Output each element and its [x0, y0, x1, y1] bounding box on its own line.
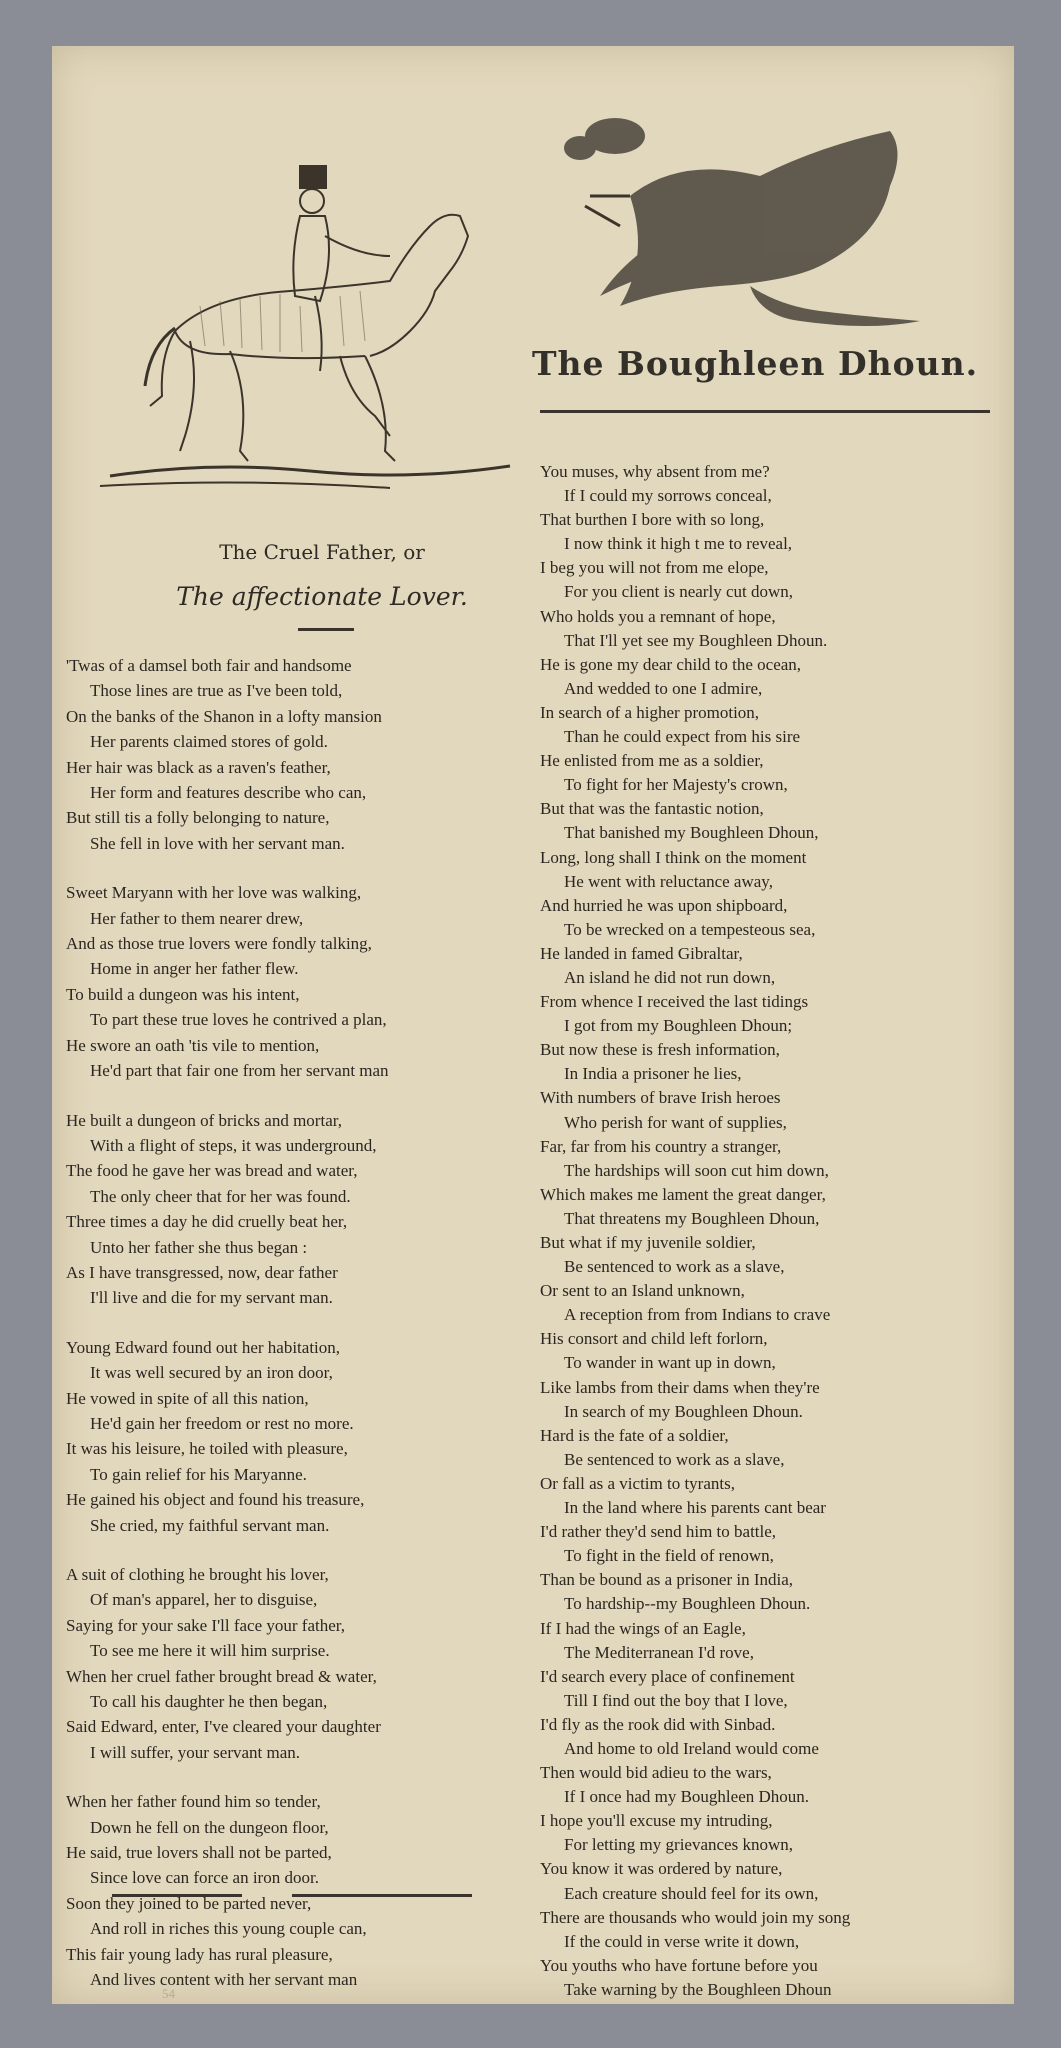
verse-line: Or fall as a victim to tyrants,: [540, 1473, 735, 1493]
verse-line: I will suffer, your servant man.: [90, 1742, 301, 1762]
verse-line: That I'll yet see my Boughleen Dhoun.: [564, 630, 828, 650]
left-ballad-title: The Cruel Father, or: [219, 540, 425, 564]
stanza: [66, 653, 536, 856]
verse-line: 'Twas of a damsel both fair and handsome: [66, 656, 352, 675]
verse-line: Young Edward found out her habitation,: [66, 1337, 341, 1357]
verse-line: He swore an oath 'tis vile to mention,: [66, 1035, 320, 1055]
verse-line: In search of a higher promotion,: [540, 702, 760, 722]
verse-line: You youths who have fortune before you: [540, 1955, 818, 1975]
verse-line: I now think it high t me to reveal,: [564, 534, 793, 554]
verse-line: To build a dungeon was his intent,: [66, 984, 300, 1004]
verse-line: If I could my sorrows conceal,: [564, 486, 772, 506]
verse-line: Her hair was black as a raven's feather,: [66, 757, 331, 777]
footer-rule-right: [292, 1894, 472, 1897]
verse-line: For you client is nearly cut down,: [564, 582, 793, 602]
verse-line: Her parents claimed stores of gold.: [90, 732, 328, 752]
verse-line: When her cruel father brought bread & water,: [66, 1666, 377, 1686]
verse-line: Hard is the fate of a soldier,: [540, 1425, 729, 1445]
verse-line: It was his leisure, he toiled with pleasure,: [66, 1439, 348, 1459]
verse-line: I'd fly as the rook did with Sinbad.: [540, 1714, 776, 1734]
verse-line: He went with reluctance away,: [564, 871, 773, 891]
verse-line: To be wrecked on a tempesteous sea,: [564, 919, 816, 939]
verse-line: An island he did not run down,: [564, 967, 776, 987]
verse-line: Each creature should feel for its own,: [564, 1883, 819, 1903]
verse-line: He gained his object and found his treasure,: [66, 1490, 365, 1510]
verse-line: To part these true loves he contrived a plan,: [90, 1010, 387, 1030]
verse-line: Those lines are true as I've been told,: [90, 681, 343, 701]
left-ballad-text: [66, 653, 536, 2017]
verse-line: A reception from from Indians to crave: [564, 1305, 831, 1325]
verse-line: Far, far from his country a stranger,: [540, 1136, 782, 1156]
page-mark: 54: [162, 1986, 175, 2001]
verse-line: To gain relief for his Maryanne.: [90, 1464, 307, 1484]
verse-line: You muses, why absent from me?: [540, 462, 770, 481]
verse-line: Home in anger her father flew.: [90, 959, 299, 979]
verse-line: For letting my grievances known,: [564, 1835, 793, 1855]
verse-line: But what if my juvenile soldier,: [540, 1233, 756, 1252]
verse-line: Three times a day he did cruelly beat her,: [66, 1212, 348, 1232]
verse-line: I'd rather they'd send him to battle,: [540, 1522, 777, 1542]
verse-line: And as those true lovers were fondly talking,: [66, 934, 372, 954]
verse-line: He is gone my dear child to the ocean,: [540, 654, 802, 674]
verse-line: That burthen I bore with so long,: [540, 510, 765, 530]
verse-line: She cried, my faithful servant man.: [90, 1515, 330, 1535]
verse-line: On the banks of the Shanon in a lofty mansion: [66, 706, 382, 726]
verse-line: He landed in famed Gibraltar,: [540, 943, 743, 963]
verse-line: This fair young lady has rural pleasure,: [66, 1944, 333, 1964]
verse-line: He built a dungeon of bricks and mortar,: [66, 1110, 342, 1130]
verse-line: Down he fell on the dungeon floor,: [90, 1817, 329, 1837]
verse-line: But that was the fantastic notion,: [540, 799, 764, 819]
verse-line: Then would bid adieu to the wars,: [540, 1763, 772, 1783]
verse-line: Take warning by the Boughleen Dhoun: [564, 1979, 832, 1999]
verse-line: He'd part that fair one from her servant man: [90, 1061, 389, 1081]
verse-line: And wedded to one I admire,: [564, 678, 763, 698]
verse-line: Be sentenced to work as a slave,: [564, 1449, 785, 1469]
verse-line: Than he could expect from his sire: [564, 727, 801, 747]
horse-rider-woodcut: [90, 106, 520, 496]
verse-line: I'd search every place of confinement: [540, 1666, 795, 1686]
verse-line: The only cheer that for her was found.: [90, 1186, 351, 1206]
verse-line: If I had the wings of an Eagle,: [540, 1618, 746, 1638]
verse-line: Which makes me lament the great danger,: [540, 1184, 826, 1204]
verse-line: Her form and features describe who can,: [90, 783, 367, 803]
verse-line: In the land where his parents cant bear: [564, 1498, 826, 1518]
stanza: [66, 1789, 536, 1992]
verse-line: Since love can force an iron door.: [90, 1868, 319, 1888]
verse-line: In search of my Boughleen Dhoun.: [564, 1401, 803, 1421]
verse-line: Than be bound as a prisoner in India,: [540, 1570, 794, 1590]
verse-line: And hurried he was upon shipboard,: [540, 895, 788, 915]
verse-line: To fight in the field of renown,: [564, 1546, 774, 1566]
subtitle-rule: [298, 628, 354, 631]
right-ballad-title: The Boughleen Dhoun.: [532, 344, 979, 383]
verse-line: To call his daughter he then began,: [90, 1692, 328, 1712]
verse-line: She fell in love with her servant man.: [90, 833, 345, 853]
verse-line: A suit of clothing he brought his lover,: [66, 1565, 329, 1584]
broadside-sheet: [52, 46, 1014, 2004]
stanza: [66, 1335, 536, 1538]
verse-line: I hope you'll excuse my intruding,: [540, 1811, 773, 1831]
verse-line: To hardship--my Boughleen Dhoun.: [564, 1594, 811, 1614]
verse-line: Till I find out the boy that I love,: [564, 1690, 788, 1710]
verse-line: And home to old Ireland would come: [564, 1738, 819, 1758]
verse-line: It was well secured by an iron door,: [90, 1363, 333, 1383]
verse-line: Who perish for want of supplies,: [564, 1112, 787, 1132]
verse-line: I beg you will not from me elope,: [540, 558, 769, 578]
verse-line: Sweet Maryann with her love was walking,: [66, 883, 362, 903]
stanza: [66, 880, 536, 1083]
title-rule: [540, 410, 990, 413]
verse-line: You know it was ordered by nature,: [540, 1859, 783, 1879]
verse-line: Who holds you a remnant of hope,: [540, 606, 776, 626]
verse-line: And roll in riches this young couple can,: [90, 1919, 367, 1939]
verse-line: He'd gain her freedom or rest no more.: [90, 1413, 354, 1433]
verse-line: He said, true lovers shall not be parted,: [66, 1843, 332, 1863]
stanza: [66, 1108, 536, 1311]
verse-line: The hardships will soon cut him down,: [564, 1160, 829, 1180]
verse-line: To fight for her Majesty's crown,: [564, 775, 788, 795]
verse-line: If I once had my Boughleen Dhoun.: [564, 1787, 810, 1807]
footer-rule-left: [112, 1894, 242, 1897]
verse-line: With numbers of brave Irish heroes: [540, 1088, 781, 1108]
verse-line: His consort and child left forlorn,: [540, 1329, 768, 1349]
verse-line: To wander in want up in down,: [564, 1353, 776, 1373]
verse-line: In India a prisoner he lies,: [564, 1064, 742, 1084]
verse-line: But still tis a folly belonging to nature,: [66, 808, 330, 828]
verse-line: The food he gave her was bread and water,: [66, 1161, 358, 1181]
verse-line: As I have transgressed, now, dear father: [66, 1262, 338, 1282]
verse-line: But now these is fresh information,: [540, 1040, 780, 1060]
verse-line: He vowed in spite of all this nation,: [66, 1388, 309, 1408]
bird-woodcut: [560, 106, 960, 366]
verse-line: Long, long shall I think on the moment: [540, 847, 807, 867]
verse-line: Saying for your sake I'll face your father,: [66, 1615, 345, 1635]
verse-line: And lives content with her servant man: [90, 1970, 358, 1990]
verse-line: Soon they joined to be parted never,: [66, 1893, 312, 1913]
verse-line: I'll live and die for my servant man.: [90, 1288, 333, 1308]
verse-line: When her father found him so tender,: [66, 1792, 321, 1812]
verse-line: That banished my Boughleen Dhoun,: [564, 823, 819, 843]
verse-line: There are thousands who would join my song: [540, 1907, 851, 1927]
verse-line: That threatens my Boughleen Dhoun,: [564, 1208, 820, 1228]
stanza: [66, 1562, 536, 1765]
verse-line: Unto her father she thus began :: [90, 1237, 308, 1257]
verse-line: Or sent to an Island unknown,: [540, 1281, 745, 1301]
left-ballad-subtitle: The affectionate Lover.: [176, 582, 468, 611]
verse-line: I got from my Boughleen Dhoun;: [564, 1016, 793, 1036]
verse-line: Be sentenced to work as a slave,: [564, 1257, 785, 1277]
verse-line: If the could in verse write it down,: [564, 1931, 800, 1951]
verse-line: Said Edward, enter, I've cleared your daughter: [66, 1717, 381, 1737]
verse-line: Like lambs from their dams when they're: [540, 1377, 820, 1397]
verse-line: Of man's apparel, her to disguise,: [90, 1590, 318, 1610]
verse-line: With a flight of steps, it was underground,: [90, 1135, 377, 1155]
verse-line: From whence I received the last tidings: [540, 992, 809, 1012]
verse-line: He enlisted from me as a soldier,: [540, 751, 764, 771]
verse-line: The Mediterranean I'd rove,: [564, 1642, 754, 1662]
verse-line: To see me here it will him surprise.: [90, 1641, 330, 1661]
right-ballad-text: [540, 460, 1010, 2002]
verse-line: Her father to them nearer drew,: [90, 908, 304, 928]
